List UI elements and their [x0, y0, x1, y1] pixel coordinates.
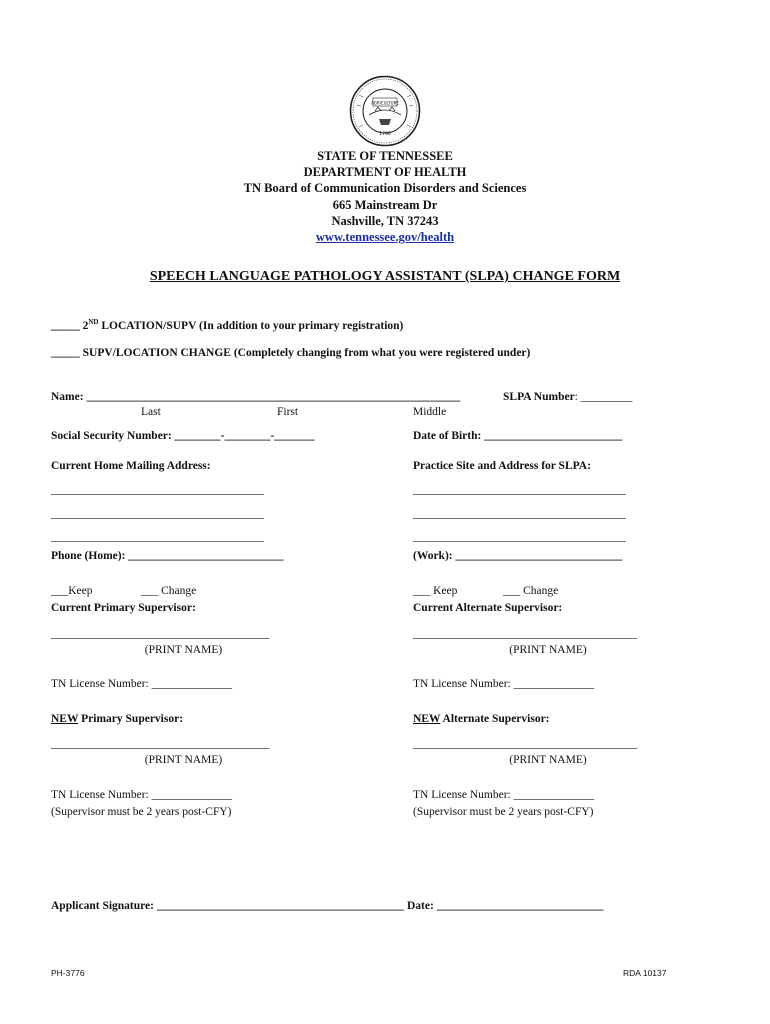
option-location-change[interactable]: [51, 347, 530, 359]
new-alternate-license[interactable]: TN License Number: ______________: [413, 789, 595, 801]
primary-change-option[interactable]: ___ Change: [141, 585, 197, 597]
agency-header: [0, 148, 770, 245]
name-line[interactable]: _________________________________________________________________: [86, 391, 461, 403]
current-primary-print-name: (PRINT NAME): [144, 644, 223, 656]
option-location-change-text: SUPV/LOCATION CHANGE (Completely changing from what you were registered under): [82, 347, 531, 359]
name-last-caption: Last: [141, 406, 161, 418]
seal-inner-text: AGRICULTURE: [371, 100, 399, 106]
current-alternate-supervisor-label: Current Alternate Supervisor:: [413, 602, 563, 614]
name-label: Name:: [51, 391, 84, 403]
new-primary-label: Primary Supervisor:: [78, 713, 184, 725]
new-primary-supervisor-heading: [51, 713, 183, 725]
home-address-line-2[interactable]: _____________________________________: [51, 508, 264, 520]
new-alternate-label: Alternate Supervisor:: [440, 713, 550, 725]
practice-site-line-1[interactable]: _____________________________________: [413, 484, 626, 496]
form-title: SPEECH LANGUAGE PATHOLOGY ASSISTANT (SLPA) CHANGE FORM: [149, 269, 621, 284]
practice-site-label: Practice Site and Address for SLPA:: [413, 460, 591, 472]
health-website-link[interactable]: www.tennessee.gov/health: [315, 230, 455, 245]
name-field[interactable]: [51, 391, 460, 403]
current-alternate-print-name: (PRINT NAME): [509, 644, 587, 656]
tennessee-state-seal: [349, 75, 421, 147]
current-alternate-license[interactable]: TN License Number: ______________: [413, 678, 595, 690]
practice-site-line-2[interactable]: _____________________________________: [413, 508, 626, 520]
new-primary-note: (Supervisor must be 2 years post-CFY): [51, 806, 232, 818]
home-address-label: Current Home Mailing Address:: [51, 460, 211, 472]
slpa-number-field[interactable]: [503, 391, 633, 403]
option-second-location-number: 2: [82, 319, 89, 332]
header-line-city: Nashville, TN 37243: [331, 213, 439, 228]
home-address-line-3[interactable]: _____________________________________: [51, 531, 264, 543]
new-primary-new-word: NEW: [51, 713, 79, 725]
dob-field[interactable]: Date of Birth: ________________________: [413, 430, 623, 442]
slpa-number-line[interactable]: : _________: [574, 391, 633, 403]
current-primary-license[interactable]: TN License Number: ______________: [51, 678, 233, 690]
phone-home-field[interactable]: Phone (Home): ___________________________: [51, 550, 284, 562]
current-alternate-supervisor-line[interactable]: _______________________________________: [413, 628, 638, 640]
home-address-line-1[interactable]: _____________________________________: [51, 484, 264, 496]
ssn-field[interactable]: Social Security Number: ________-________-_______: [51, 430, 315, 442]
new-primary-supervisor-line[interactable]: ______________________________________: [51, 738, 270, 750]
footer-form-number: PH-3776: [51, 968, 85, 978]
new-alternate-supervisor-line[interactable]: _______________________________________: [413, 738, 638, 750]
primary-keep-option[interactable]: ___Keep: [51, 585, 93, 597]
new-alternate-supervisor-heading: [413, 713, 550, 725]
header-line-state: STATE OF TENNESSEE: [317, 149, 453, 163]
header-line-street: 665 Mainstream Dr: [332, 197, 438, 212]
new-alternate-note: (Supervisor must be 2 years post-CFY): [413, 806, 594, 818]
alternate-change-option[interactable]: ___ Change: [503, 585, 559, 597]
header-line-board: TN Board of Communication Disorders and Sciences: [243, 181, 527, 196]
option-second-location-text: LOCATION/SUPV (In addition to your primary registration): [101, 319, 404, 332]
name-middle-caption: Middle: [413, 406, 447, 418]
alternate-keep-option[interactable]: ___ Keep: [413, 585, 458, 597]
current-primary-supervisor-line[interactable]: ______________________________________: [51, 628, 270, 640]
practice-site-line-3[interactable]: _____________________________________: [413, 531, 626, 543]
option-second-location-blank[interactable]: _____: [51, 319, 80, 332]
applicant-signature-field[interactable]: Applicant Signature: ___________________________________________ Date: _____________________________: [51, 900, 604, 912]
name-first-caption: First: [277, 406, 299, 418]
seal-year: 1796: [379, 132, 391, 137]
current-primary-supervisor-label: Current Primary Supervisor:: [51, 602, 196, 614]
option-second-location-sup: ND: [88, 318, 99, 326]
option-second-location[interactable]: [51, 318, 403, 332]
new-primary-print-name: (PRINT NAME): [144, 754, 223, 766]
new-alternate-new-word: NEW: [413, 713, 441, 725]
slpa-number-label: SLPA Number: [503, 391, 575, 403]
footer-rda-number: RDA 10137: [623, 968, 667, 978]
new-primary-license[interactable]: TN License Number: ______________: [51, 789, 233, 801]
new-alternate-print-name: (PRINT NAME): [509, 754, 587, 766]
option-location-change-blank[interactable]: _____: [51, 347, 80, 359]
phone-work-field[interactable]: (Work): _____________________________: [413, 550, 623, 562]
header-line-department: DEPARTMENT OF HEALTH: [303, 165, 467, 180]
